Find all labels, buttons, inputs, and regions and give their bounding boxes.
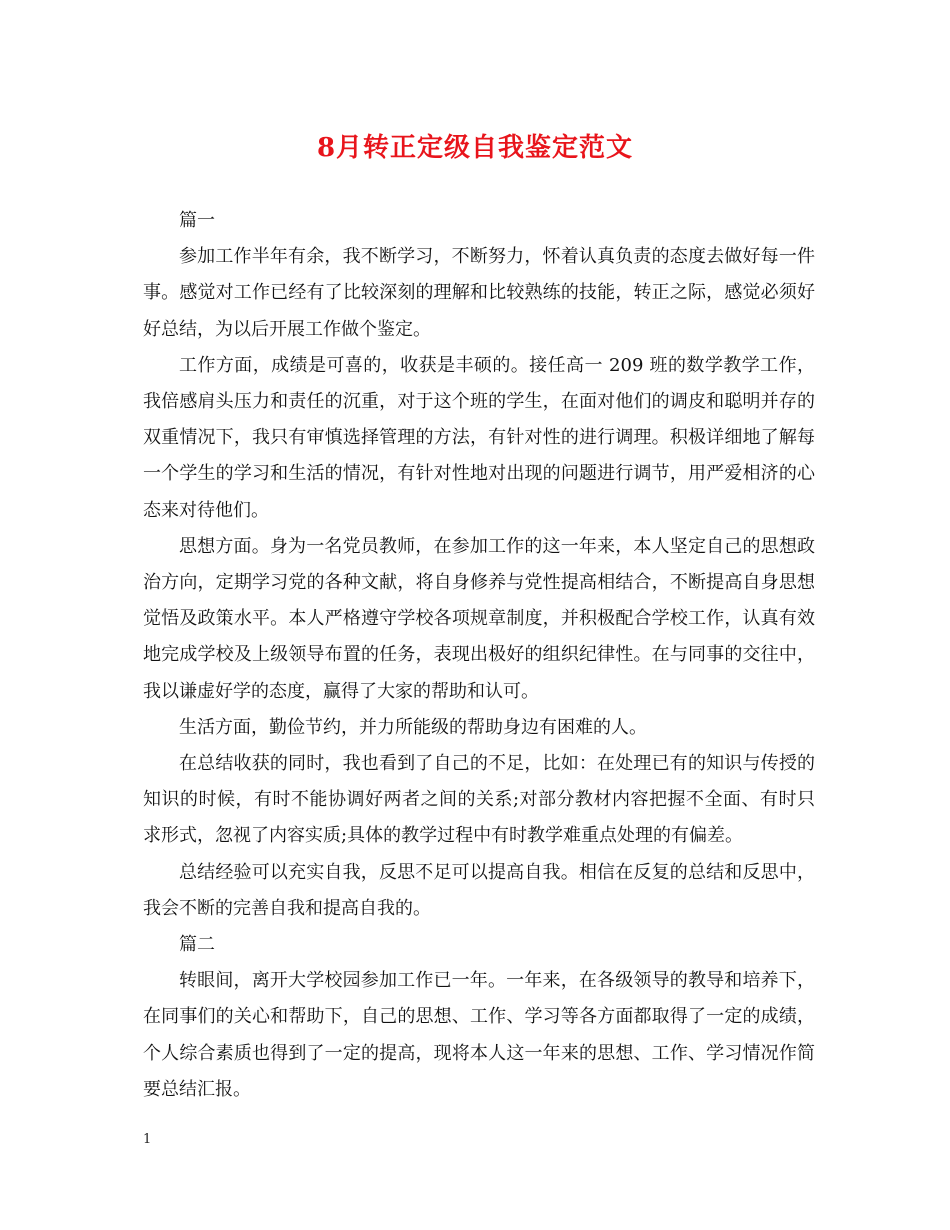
section-heading-1: 篇一: [179, 210, 215, 231]
document-title: 8月转正定级自我鉴定范文: [316, 133, 634, 163]
paragraph-6: 总结经验可以充实自我，反思不足可以提高自我。相信在反复的总结和反思中，我会不断的完善自我和提高自我的。: [143, 861, 815, 919]
section-heading-2: 篇二: [179, 934, 215, 956]
paragraph-5: 在总结收获的同时，我也看到了自己的不足，比如：在处理已有的知识与传授的知识的时候，有时不能协调好两者之间的关系;对部分教材内容把握不全面、有时只求形式，忽视了内容实质;具体的教学过程中有时教学难重点处理的有偏差。: [143, 753, 815, 847]
document-body: [143, 203, 815, 1108]
page-number: 1: [143, 1132, 152, 1147]
paragraph-7: 转眼间，离开大学校园参加工作已一年。一年来，在各级领导的教导和培养下，在同事们的关心和帮助下，自己的思想、工作、学习等各方面都取得了一定的成绩，个人综合素质也得到了一定的提高，现将本人这一年来的思想、工作、学习情况作简要总结汇报。: [143, 970, 815, 1100]
paragraph-4: 生活方面，勤俭节约，并力所能级的帮助身边有困难的人。: [179, 716, 647, 738]
paragraph-3: 思想方面。身为一名党员教师，在参加工作的这一年来，本人坚定自己的思想政治方向，定期学习党的各种文献，将自身修养与党性提高相结合，不断提高自身思想觉悟及政策水平。本人严格遵守学校各项规章制度，并积极配合学校工作，认真有效地完成学校及上级领导布置的任务，表现出极好的组织纪律性。在与同事的交往中，我以谦虚好学的态度，赢得了大家的帮助和认可。: [143, 535, 815, 702]
paragraph-2: 工作方面，成绩是可喜的，收获是丰硕的。接任高一 209 班的数学教学工作，我倍感肩头压力和责任的沉重，对于这个班的学生，在面对他们的调皮和聪明并存的双重情况下，我只有审慎选择管理的方法，有针对性的进行调理。积极详细地了解每一个学生的学习和生活的情况，有针对性地对出现的问题进行调节，用严爱相济的心态来对待他们。: [143, 354, 815, 521]
paragraph-1: 参加工作半年有余，我不断学习，不断努力，怀着认真负责的态度去做好每一件事。感觉对工作已经有了比较深刻的理解和比较熟练的技能，转正之际，感觉必须好好总结，为以后开展工作做个鉴定。: [143, 246, 815, 340]
